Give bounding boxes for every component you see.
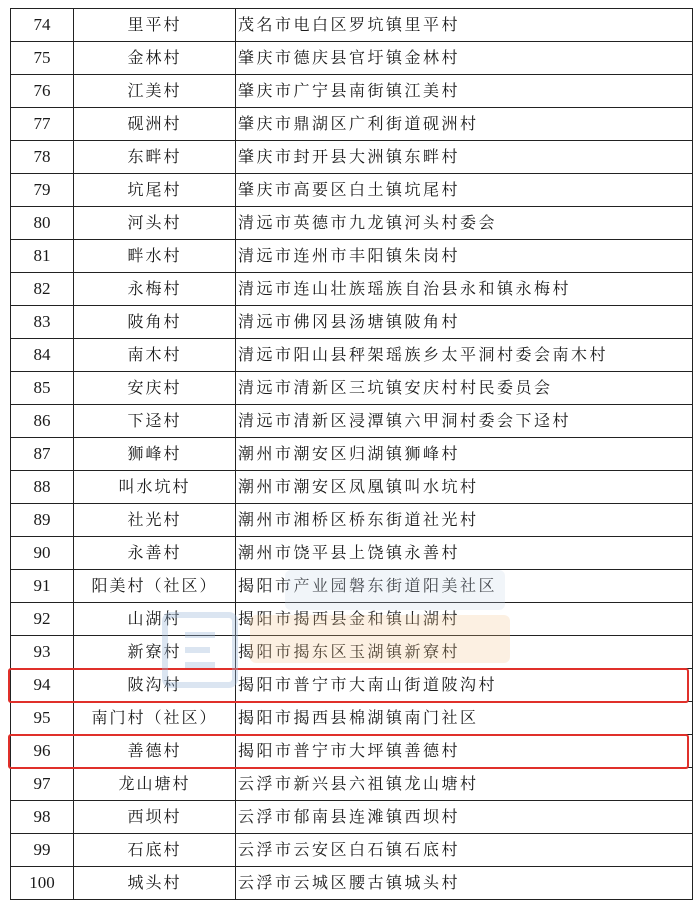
- village-name: 江美村: [74, 75, 236, 108]
- row-number: 81: [11, 240, 74, 273]
- village-name: 社光村: [74, 504, 236, 537]
- row-number: 78: [11, 141, 74, 174]
- village-address: 潮州市湘桥区桥东街道社光村: [236, 504, 693, 537]
- table-row: [11, 735, 693, 768]
- row-number: 100: [11, 867, 74, 900]
- village-address: 揭阳市普宁市大坪镇善德村: [236, 735, 693, 768]
- table-row: [11, 207, 693, 240]
- village-name: 南木村: [74, 339, 236, 372]
- table-row: [11, 273, 693, 306]
- row-number: 75: [11, 42, 74, 75]
- village-name: 里平村: [74, 9, 236, 42]
- village-address: 清远市佛冈县汤塘镇陂角村: [236, 306, 693, 339]
- village-name: 河头村: [74, 207, 236, 240]
- table-row: [11, 834, 693, 867]
- village-name: 东畔村: [74, 141, 236, 174]
- village-address: 茂名市电白区罗坑镇里平村: [236, 9, 693, 42]
- table-row: [11, 438, 693, 471]
- row-number: 97: [11, 768, 74, 801]
- village-address: 肇庆市高要区白土镇坑尾村: [236, 174, 693, 207]
- village-list-table-wrapper: [10, 8, 692, 900]
- row-number: 84: [11, 339, 74, 372]
- village-name: 陂沟村: [74, 669, 236, 702]
- table-row: [11, 9, 693, 42]
- table-row: [11, 306, 693, 339]
- row-number: 85: [11, 372, 74, 405]
- table-row: [11, 141, 693, 174]
- row-number: 76: [11, 75, 74, 108]
- table-row: [11, 75, 693, 108]
- village-name: 新寮村: [74, 636, 236, 669]
- village-address: 揭阳市揭西县棉湖镇南门社区: [236, 702, 693, 735]
- table-row: [11, 42, 693, 75]
- row-number: 96: [11, 735, 74, 768]
- table-row: [11, 108, 693, 141]
- village-address: 肇庆市封开县大洲镇东畔村: [236, 141, 693, 174]
- village-address: 清远市连州市丰阳镇朱岗村: [236, 240, 693, 273]
- village-address: 云浮市郁南县连滩镇西坝村: [236, 801, 693, 834]
- table-row: [11, 768, 693, 801]
- village-name: 龙山塘村: [74, 768, 236, 801]
- row-number: 86: [11, 405, 74, 438]
- row-number: 79: [11, 174, 74, 207]
- table-row: [11, 636, 693, 669]
- table-row: [11, 240, 693, 273]
- village-name: 下迳村: [74, 405, 236, 438]
- table-row: [11, 570, 693, 603]
- table-row: [11, 372, 693, 405]
- table-row: [11, 867, 693, 900]
- table-body: [11, 9, 693, 900]
- row-number: 88: [11, 471, 74, 504]
- village-name: 狮峰村: [74, 438, 236, 471]
- village-name: 永善村: [74, 537, 236, 570]
- row-number: 98: [11, 801, 74, 834]
- row-number: 80: [11, 207, 74, 240]
- village-address: 云浮市云安区白石镇石底村: [236, 834, 693, 867]
- table-row: [11, 405, 693, 438]
- row-number: 95: [11, 702, 74, 735]
- village-name: 陂角村: [74, 306, 236, 339]
- table-row: [11, 537, 693, 570]
- village-list-table: [10, 8, 693, 900]
- table-row: [11, 801, 693, 834]
- village-address: 清远市清新区浸潭镇六甲洞村委会下迳村: [236, 405, 693, 438]
- village-address: 清远市清新区三坑镇安庆村村民委员会: [236, 372, 693, 405]
- village-address: 肇庆市德庆县官圩镇金林村: [236, 42, 693, 75]
- village-address: 云浮市云城区腰古镇城头村: [236, 867, 693, 900]
- village-name: 叫水坑村: [74, 471, 236, 504]
- village-address: 清远市阳山县秤架瑶族乡太平洞村委会南木村: [236, 339, 693, 372]
- row-number: 83: [11, 306, 74, 339]
- row-number: 77: [11, 108, 74, 141]
- village-name: 阳美村（社区）: [74, 570, 236, 603]
- village-name: 城头村: [74, 867, 236, 900]
- table-row: [11, 471, 693, 504]
- village-address: 揭阳市产业园磐东街道阳美社区: [236, 570, 693, 603]
- village-name: 石底村: [74, 834, 236, 867]
- row-number: 87: [11, 438, 74, 471]
- row-number: 93: [11, 636, 74, 669]
- table-row: [11, 669, 693, 702]
- village-address: 揭阳市揭西县金和镇山湖村: [236, 603, 693, 636]
- village-address: 揭阳市揭东区玉湖镇新寮村: [236, 636, 693, 669]
- row-number: 82: [11, 273, 74, 306]
- village-address: 揭阳市普宁市大南山街道陂沟村: [236, 669, 693, 702]
- table-row: [11, 504, 693, 537]
- village-address: 清远市英德市九龙镇河头村委会: [236, 207, 693, 240]
- village-name: 南门村（社区）: [74, 702, 236, 735]
- row-number: 90: [11, 537, 74, 570]
- village-name: 善德村: [74, 735, 236, 768]
- row-number: 92: [11, 603, 74, 636]
- village-name: 安庆村: [74, 372, 236, 405]
- row-number: 89: [11, 504, 74, 537]
- village-name: 畔水村: [74, 240, 236, 273]
- table-row: [11, 174, 693, 207]
- table-row: [11, 702, 693, 735]
- row-number: 91: [11, 570, 74, 603]
- village-name: 金林村: [74, 42, 236, 75]
- village-address: 潮州市饶平县上饶镇永善村: [236, 537, 693, 570]
- table-row: [11, 603, 693, 636]
- village-name: 砚洲村: [74, 108, 236, 141]
- village-name: 坑尾村: [74, 174, 236, 207]
- village-name: 西坝村: [74, 801, 236, 834]
- village-name: 山湖村: [74, 603, 236, 636]
- village-name: 永梅村: [74, 273, 236, 306]
- village-address: 潮州市潮安区凤凰镇叫水坑村: [236, 471, 693, 504]
- village-address: 清远市连山壮族瑶族自治县永和镇永梅村: [236, 273, 693, 306]
- row-number: 94: [11, 669, 74, 702]
- village-address: 肇庆市鼎湖区广利街道砚洲村: [236, 108, 693, 141]
- row-number: 74: [11, 9, 74, 42]
- row-number: 99: [11, 834, 74, 867]
- village-address: 肇庆市广宁县南街镇江美村: [236, 75, 693, 108]
- table-row: [11, 339, 693, 372]
- village-address: 云浮市新兴县六祖镇龙山塘村: [236, 768, 693, 801]
- village-address: 潮州市潮安区归湖镇狮峰村: [236, 438, 693, 471]
